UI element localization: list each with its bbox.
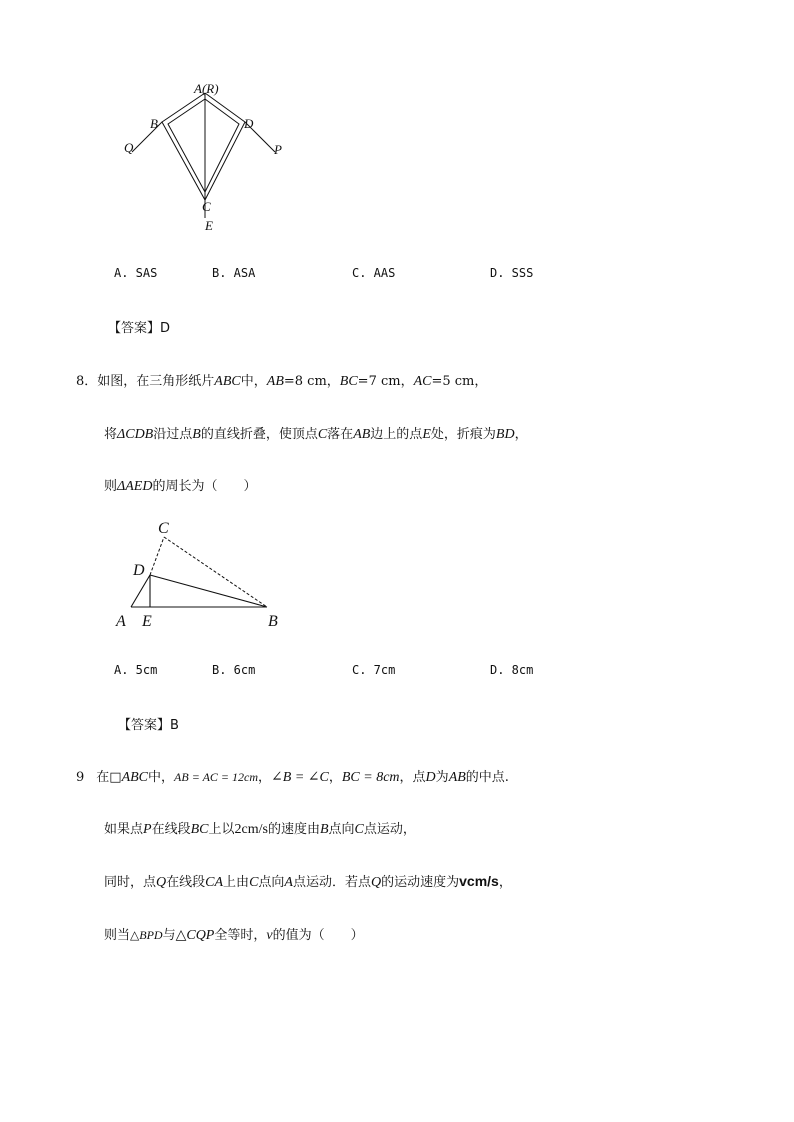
text: =7 cm， <box>357 374 414 389</box>
answer-label: 【答案】 <box>118 718 171 733</box>
text: 边上的点 <box>370 427 423 442</box>
text: 落在 <box>327 427 354 442</box>
math: P <box>143 822 152 837</box>
q9-number: 9 <box>76 770 85 785</box>
label-a-r: A(R) <box>194 81 219 96</box>
text: ， <box>328 770 342 785</box>
q8-option-c[interactable]: C. 7cm <box>352 663 396 677</box>
dashed-dc <box>150 537 164 575</box>
text: =8 cm， <box>283 374 340 389</box>
text: 点运动， <box>363 822 416 837</box>
text: 点运动．若点 <box>292 875 371 890</box>
q8-line2 <box>104 423 528 443</box>
math: CA <box>205 875 224 890</box>
math: 2cm/s <box>234 822 268 837</box>
math: B <box>319 822 329 837</box>
math: AB <box>266 374 284 389</box>
math: ABC <box>121 770 149 785</box>
text: 的速度由 <box>267 822 320 837</box>
text: 的运动速度为 <box>381 875 460 890</box>
math: C <box>249 875 259 890</box>
math: AC <box>413 374 432 389</box>
text: 的中点. <box>465 770 509 785</box>
label-c: C <box>202 199 211 214</box>
math: AB <box>353 427 371 442</box>
kite-outer <box>162 93 245 200</box>
q8-option-d[interactable]: D. 8cm <box>490 663 534 677</box>
label-q: Q <box>124 140 134 155</box>
answer-value: D <box>160 321 171 336</box>
text: 如果点 <box>104 822 144 837</box>
text: 则 <box>104 479 118 494</box>
label-d: D <box>133 562 145 579</box>
math: Q <box>156 875 167 890</box>
text: ， <box>514 427 528 442</box>
text: 同时，点 <box>104 875 157 890</box>
math: Q <box>371 875 382 890</box>
math: AB <box>448 770 466 785</box>
text: 点向 <box>328 822 355 837</box>
text: 的直线折叠，使顶点 <box>200 427 318 442</box>
text: ， <box>498 875 512 890</box>
math: ΔCDB <box>117 427 154 442</box>
math: AB = AC = 12cm <box>174 770 259 784</box>
text: 中， <box>240 374 267 389</box>
math: ∠B = ∠C <box>271 770 329 785</box>
q8-line1 <box>76 370 487 390</box>
q7-option-b[interactable]: B. ASA <box>212 266 256 280</box>
text: 处，折痕为 <box>430 427 496 442</box>
text: 则当 <box>104 928 131 943</box>
q7-option-c[interactable]: C. AAS <box>352 266 396 280</box>
q9-line2 <box>104 818 416 838</box>
text: =5 cm， <box>431 374 488 389</box>
math: C <box>354 822 364 837</box>
text: 上以 <box>208 822 235 837</box>
text: ，点 <box>399 770 426 785</box>
math: D <box>425 770 436 785</box>
dashed-cb <box>164 537 267 607</box>
q8-number: 8． <box>76 374 98 389</box>
math: BC <box>339 374 358 389</box>
label-a: A <box>116 613 126 630</box>
math: △BPD <box>130 928 163 942</box>
q9-line4 <box>104 924 364 944</box>
q9-line3 <box>104 871 512 891</box>
q8-answer <box>118 714 179 733</box>
kite-figure <box>110 78 310 238</box>
text: ， <box>258 770 272 785</box>
text: 将 <box>104 427 118 442</box>
text: 在线段 <box>166 875 206 890</box>
answer-label: 【答案】 <box>108 321 161 336</box>
label-c: C <box>158 520 169 537</box>
math: ABC <box>214 374 241 389</box>
kite-inner <box>168 99 239 192</box>
velocity-unit: vcm/s <box>459 873 499 889</box>
math: B <box>192 427 201 442</box>
q7-option-d[interactable]: D. SSS <box>490 266 534 280</box>
text: 全等时， <box>214 928 267 943</box>
math: A <box>284 875 293 890</box>
math: BD <box>495 427 515 442</box>
text: 为 <box>435 770 449 785</box>
triangle-figure <box>110 518 300 636</box>
q8-line3 <box>104 475 256 495</box>
math: ΔAED <box>117 479 153 494</box>
math: △CQP <box>175 928 215 943</box>
q9-line1 <box>76 766 509 786</box>
text: 在□ <box>96 770 122 785</box>
label-b: B <box>150 116 158 131</box>
label-e: E <box>142 613 152 630</box>
text: 中， <box>148 770 175 785</box>
q7-answer <box>108 317 170 336</box>
side-ad <box>131 575 150 607</box>
text: 上由 <box>223 875 250 890</box>
math: E <box>422 427 431 442</box>
q7-option-a[interactable]: A. SAS <box>114 266 158 280</box>
text: 点向 <box>258 875 285 890</box>
math: BC = 8cm <box>341 770 400 785</box>
math: BC <box>190 822 209 837</box>
label-e: E <box>205 218 213 233</box>
fold-bd <box>150 575 267 607</box>
label-b: B <box>268 613 278 630</box>
text: 与 <box>162 928 176 943</box>
text: 的周长为（ ） <box>152 479 257 494</box>
q8-option-a[interactable]: A. 5cm <box>114 663 158 677</box>
label-d: D <box>244 116 254 131</box>
text: 沿过点 <box>153 427 193 442</box>
text: 的值为（ ） <box>272 928 364 943</box>
answer-value: B <box>170 718 179 733</box>
math: C <box>317 427 328 442</box>
q8-option-b[interactable]: B. 6cm <box>212 663 256 677</box>
text: 如图，在三角形纸片 <box>97 374 215 389</box>
math: v <box>266 928 273 943</box>
text: 在线段 <box>151 822 191 837</box>
label-p: P <box>274 142 282 157</box>
